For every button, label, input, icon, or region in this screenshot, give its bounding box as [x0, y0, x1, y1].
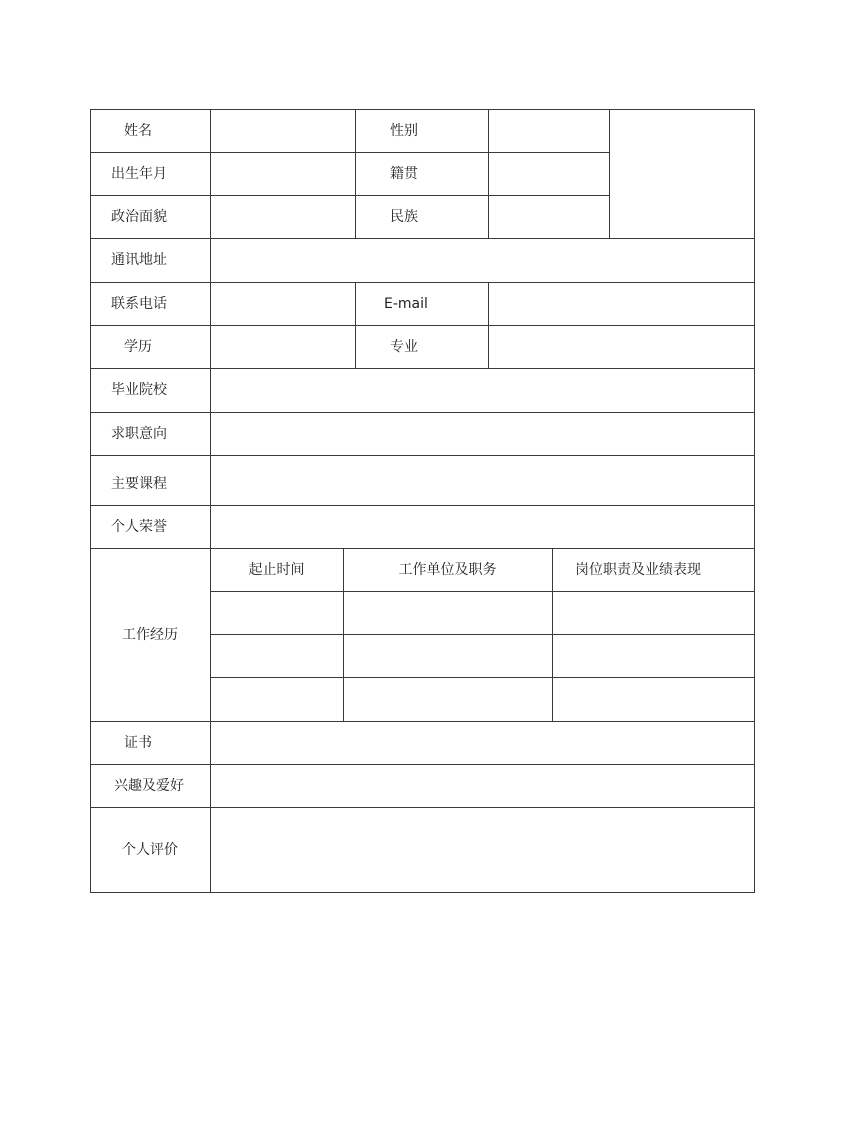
label-evaluation: 个人评价 [122, 841, 178, 858]
label-name: 姓名 [124, 122, 152, 139]
grid-line [355, 282, 356, 369]
objective-field[interactable] [211, 413, 754, 455]
education-field[interactable] [211, 326, 355, 368]
hometown-field[interactable] [489, 153, 609, 195]
email-field[interactable] [489, 283, 754, 325]
certificates-field[interactable] [211, 722, 754, 764]
work-header-employer: 工作单位及职务 [398, 561, 497, 578]
grid-line [355, 109, 356, 239]
grid-line [90, 892, 755, 893]
work-row-3-duties[interactable] [553, 678, 754, 721]
phone-field[interactable] [211, 283, 355, 325]
label-education: 学历 [124, 338, 152, 355]
work-row-2-period[interactable] [211, 635, 343, 677]
ethnicity-field[interactable] [489, 196, 609, 238]
work-row-1-period[interactable] [211, 592, 343, 634]
label-ethnicity: 民族 [390, 208, 418, 225]
evaluation-field[interactable] [211, 808, 754, 892]
honors-field[interactable] [211, 506, 754, 548]
label-honors: 个人荣誉 [111, 518, 167, 535]
work-row-1-employer[interactable] [344, 592, 552, 634]
grid-line [90, 109, 91, 893]
hobbies-field[interactable] [211, 765, 754, 807]
political-field[interactable] [211, 196, 355, 238]
label-school: 毕业院校 [111, 382, 167, 398]
label-courses: 主要课程 [111, 475, 167, 492]
label-work: 工作经历 [122, 627, 178, 643]
work-row-2-duties[interactable] [553, 635, 754, 677]
work-row-2-employer[interactable] [344, 635, 552, 677]
label-phone: 联系电话 [111, 295, 167, 312]
birth-field[interactable] [211, 153, 355, 195]
label-political: 政治面貌 [111, 208, 167, 225]
label-hobbies: 兴趣及爱好 [114, 777, 184, 794]
label-birth: 出生年月 [111, 165, 167, 182]
school-field[interactable] [211, 369, 754, 412]
label-certificates: 证书 [124, 734, 152, 751]
work-row-3-period[interactable] [211, 678, 343, 721]
label-major: 专业 [390, 338, 418, 355]
gender-field[interactable] [489, 110, 609, 152]
label-hometown: 籍贯 [390, 165, 418, 182]
label-email: E-mail [384, 295, 428, 312]
major-field[interactable] [489, 326, 754, 368]
work-row-1-duties[interactable] [553, 592, 754, 634]
address-field[interactable] [211, 239, 754, 282]
photo-area[interactable] [610, 110, 754, 238]
label-objective: 求职意向 [111, 425, 167, 442]
work-header-duties: 岗位职责及业绩表现 [575, 561, 701, 578]
work-header-period: 起止时间 [248, 561, 305, 578]
work-row-3-employer[interactable] [344, 678, 552, 721]
name-field[interactable] [211, 110, 355, 152]
courses-field[interactable] [211, 456, 754, 505]
label-address: 通讯地址 [111, 252, 167, 268]
grid-line [754, 109, 755, 893]
label-gender: 性别 [390, 122, 418, 139]
